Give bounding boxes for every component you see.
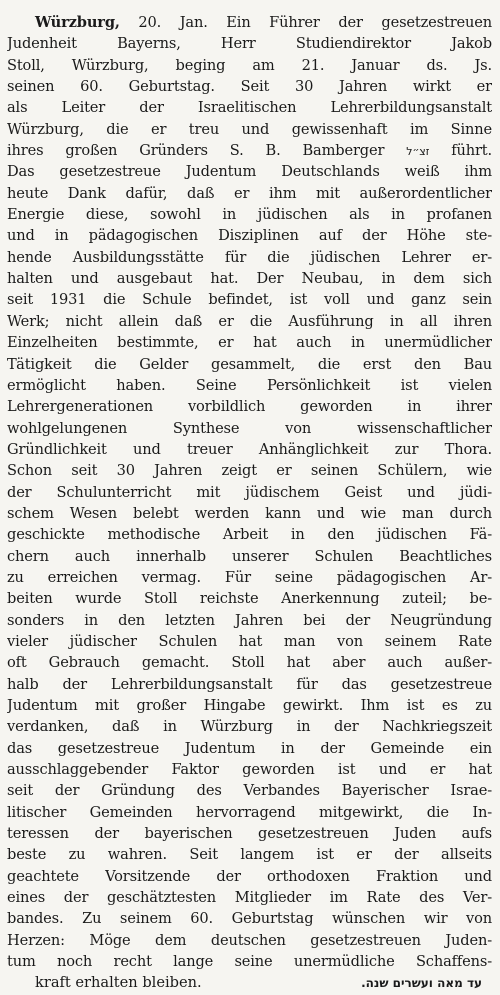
article-line-19: Lehrergenerationen vorbildlich geworden in ihrer (7, 398, 492, 416)
article-line-8: Das gesetzestreue Judentum Deutschlands weiß ihm (7, 163, 492, 181)
article-line-29: sonders in den letzten Jahren bei der Neugründung (7, 611, 492, 629)
article-line-44: Herzen: Möge dem deutschen gesetzestreuen Juden- (7, 931, 492, 949)
article-line-11: und in pädagogischen Disziplinen auf der Höhe ste- (7, 227, 492, 245)
article-line-12: hende Ausbildungsstätte für die jüdischen Lehrer er- (7, 248, 492, 266)
article-line-40: beste zu wahren. Seit langem ist er der allseits (7, 846, 492, 864)
article-line-5: als Leiter der Israelitischen Lehrerbildungsanstalt (7, 99, 492, 117)
article-line-32: halb der Lehrerbildungsanstalt für das gesetzestreue (7, 675, 492, 693)
article-line-36: ausschlaggebender Faktor geworden ist und er hat (7, 761, 492, 779)
article-line-17: Tätigkeit die Gelder gesammelt, die erst den Bau (7, 355, 492, 373)
article-line-7: ihres großen Gründers S. B. Bamberger זצ״ל führt. (7, 142, 492, 160)
article-line-4: seinen 60. Geburtstag. Seit 30 Jahren wirkt er (7, 78, 492, 96)
article-line-10: Energie diese, sowohl in jüdischen als in profanen (7, 206, 492, 224)
article-line-31: oft Gebrauch gemacht. Stoll hat aber auch außer- (7, 654, 492, 672)
dateline-place: Würzburg, (35, 14, 120, 31)
article-line-25: geschickte methodische Arbeit in den jüdischen Fä- (7, 526, 492, 544)
closing-text: kraft erhalten bleiben. (35, 974, 202, 992)
article-line-38: litischer Gemeinden hervorragend mitgewirkt, die In- (7, 803, 492, 821)
article-line-1: Würzburg, 20. Jan. Ein Führer der gesetzestreuen (35, 14, 492, 31)
article-line-45: tum noch recht lange seine unermüdliche Schaffens- (7, 953, 492, 971)
hebrew-honorific: זצ״ל (406, 145, 430, 159)
article-line-30: vieler jüdischer Schulen hat man von seinem Rate (7, 632, 492, 650)
article-line-46 (7, 972, 492, 993)
article-line-35: das gesetzestreue Judentum in der Gemeinde ein (7, 739, 492, 757)
article-line-24: schem Wesen belebt werden kann und wie man durch (7, 504, 492, 522)
article-line-6: Würzburg, die er treu und gewissenhaft im Sinne (7, 120, 492, 138)
article-line-21: Gründlichkeit und treuer Anhänglichkeit zur Thora. (7, 440, 492, 458)
article-line-26: chern auch innerhalb unserer Schulen Beachtliches (7, 547, 492, 565)
article-line-18: ermöglicht haben. Seine Persönlichkeit ist vielen (7, 376, 492, 394)
article-line-37: seit der Gründung des Verbandes Bayerischer Israe- (7, 782, 492, 800)
hebrew-signoff: עד מאה ועשרים שנה. (361, 976, 482, 991)
article-line-43: bandes. Zu seinem 60. Geburtstag wünschen wir von (7, 910, 492, 928)
article-line-42: eines der geschätztesten Mitglieder im Rate des Ver- (7, 889, 492, 907)
article-line-22: Schon seit 30 Jahren zeigt er seinen Schülern, wie (7, 462, 492, 480)
article-line-34: verdanken, daß in Würzburg in der Nachkriegszeit (7, 718, 492, 736)
article-line-39: teressen der bayerischen gesetzestreuen Juden aufs (7, 825, 492, 843)
article-line-14: seit 1931 die Schule befindet, ist voll und ganz sein (7, 291, 492, 309)
article-line-23: der Schulunterricht mit jüdischem Geist und jüdi- (7, 483, 492, 501)
article-line-9: heute Dank dafür, daß er ihm mit außerordentlicher (7, 184, 492, 202)
article-line-2: Judenheit Bayerns, Herr Studiendirektor Jakob (7, 35, 492, 53)
article-line-27: zu erreichen vermag. Für seine pädagogischen Ar- (7, 568, 492, 586)
article-line-13: halten und ausgebaut hat. Der Neubau, in dem sich (7, 270, 492, 288)
article-line-41: geachtete Vorsitzende der orthodoxen Fraktion und (7, 867, 492, 885)
article-line-16: Einzelheiten bestimmte, er hat auch in unermüdlicher (7, 334, 492, 352)
article-line-28: beiten wurde Stoll reichste Anerkennung zuteil; be- (7, 590, 492, 608)
article-line-15: Werk; nicht allein daß er die Ausführung in all ihren (7, 312, 492, 330)
article-line-33: Judentum mit großer Hingabe gewirkt. Ihm ist es zu (7, 697, 492, 714)
article-line-3: Stoll, Würzburg, beging am 21. Januar ds. Js. (7, 56, 492, 74)
article-line-20: wohlgelungenen Synthese von wissenschaftlicher (7, 419, 492, 437)
